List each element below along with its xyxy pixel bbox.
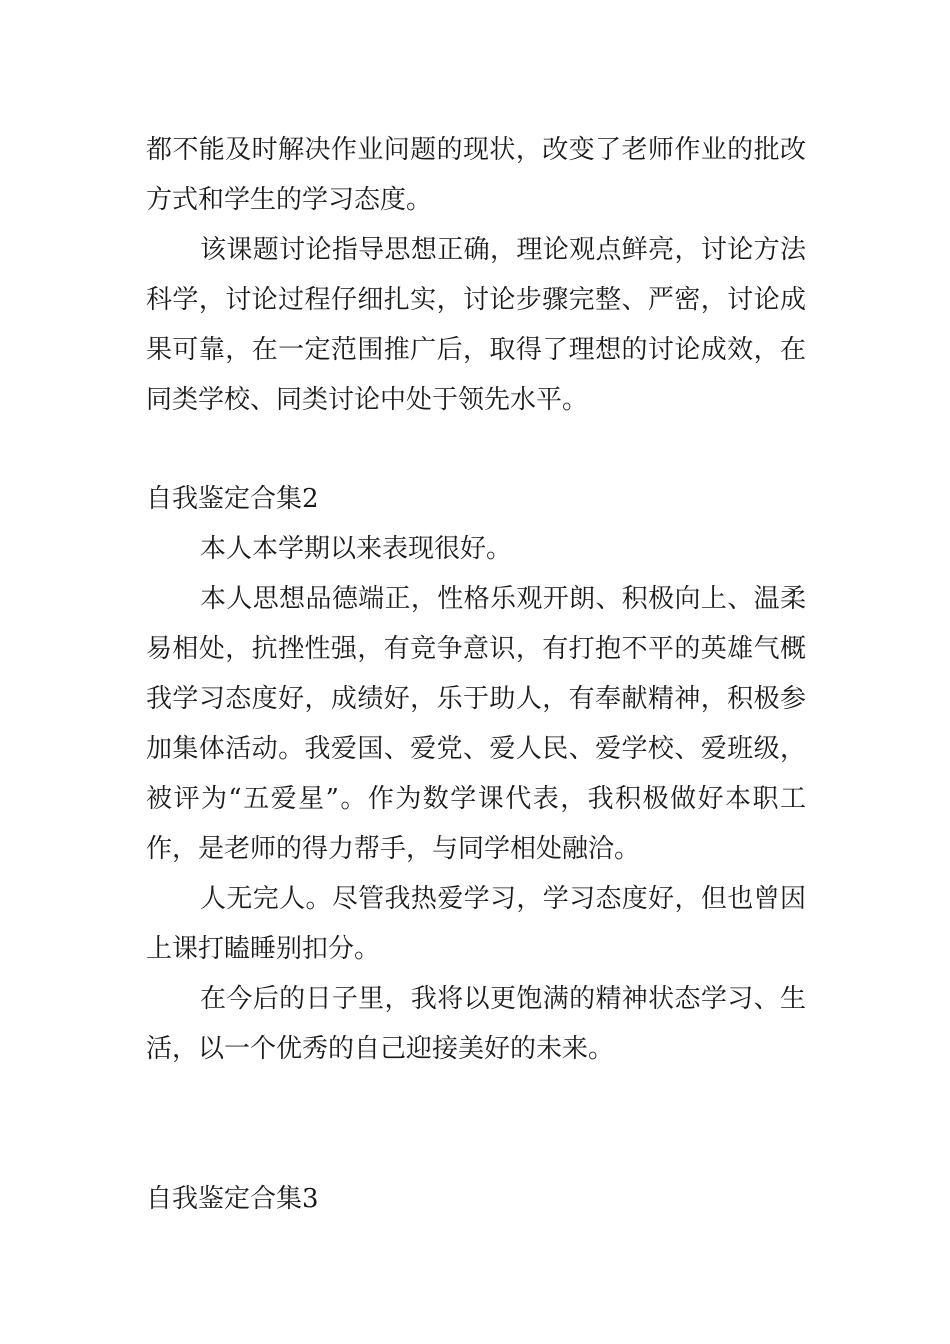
paragraph-line: 果可靠，在一定范围推广后，取得了理想的讨论成效，在 <box>146 335 806 365</box>
paragraph-line: 本人思想品德端正，性格乐观开朗、积极向上、温柔 <box>200 584 806 614</box>
paragraph-line: 同类学校、同类讨论中处于领先水平。 <box>146 385 589 415</box>
paragraph-line: 加集体活动。我爱国、爱党、爱人民、爱学校、爱班级， <box>146 734 806 764</box>
paragraph-line: 该课题讨论指导思想正确，理论观点鲜亮，讨论方法 <box>200 235 806 265</box>
paragraph-line: 人无完人。尽管我热爱学习，学习态度好，但也曾因 <box>200 884 806 914</box>
section-heading: 自我鉴定合集3 <box>146 1184 319 1214</box>
paragraph-line: 都不能及时解决作业问题的现状，改变了老师作业的批改 <box>146 135 806 165</box>
paragraph-line: 作，是老师的得力帮手，与同学相处融洽。 <box>146 834 641 864</box>
paragraph-line: 易相处，抗挫性强，有竞争意识，有打抱不平的英雄气概 <box>146 634 806 664</box>
paragraph-line: 上课打瞌睡别扣分。 <box>146 934 381 964</box>
paragraph-line: 被评为“五爱星”。作为数学课代表，我积极做好本职工 <box>146 784 806 814</box>
paragraph-line: 我学习态度好，成绩好，乐于助人，有奉献精神，积极参 <box>146 684 806 714</box>
paragraph-line: 活，以一个优秀的自己迎接美好的未来。 <box>146 1034 615 1064</box>
paragraph-line: 本人本学期以来表现很好。 <box>200 534 513 564</box>
section-heading: 自我鉴定合集2 <box>146 484 319 514</box>
paragraph-line: 科学，讨论过程仔细扎实，讨论步骤完整、严密，讨论成 <box>146 285 806 315</box>
paragraph-line: 在今后的日子里，我将以更饱满的精神状态学习、生 <box>200 984 806 1014</box>
paragraph-line: 方式和学生的学习态度。 <box>146 185 433 215</box>
